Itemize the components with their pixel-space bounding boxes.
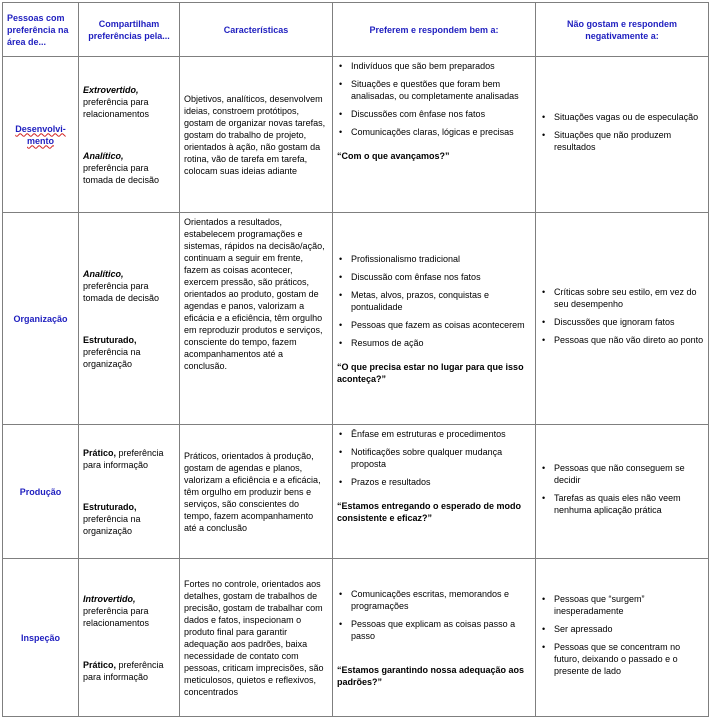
area-cell: [3, 559, 79, 717]
dislike-list: [540, 286, 704, 346]
list-item: • Discussão com ênfase nos fatos: [337, 271, 531, 283]
dislike-cell: [536, 425, 709, 559]
shared-desc: preferência para tomada de decisão: [83, 162, 160, 185]
key-question: “Estamos entregando o esperado de modo consistente e eficaz?”: [337, 501, 522, 523]
table-row: [3, 213, 709, 425]
list-item: • Resumos de ação: [337, 337, 531, 349]
list-item: • Pessoas que fazem as coisas acontecerem: [337, 319, 531, 331]
shared-item: [83, 84, 175, 120]
list-item: • Pessoas que não conseguem se decidir: [540, 462, 704, 486]
shared-item: [83, 268, 175, 304]
shared-name: Estruturado,: [83, 334, 137, 345]
characteristics-cell: Práticos, orientados à produção, gostam de agendas e planos, valorizam a eficiência e a eficácia, têm orgulho em produzir bens e serviços, são conscientes do tempo, fazem acompanhamento até a conclusão: [180, 425, 333, 559]
prefer-cell: [333, 425, 536, 559]
dislike-cell: [536, 213, 709, 425]
shared-item: [83, 501, 175, 537]
shared-desc: preferência para relacionamentos: [83, 605, 150, 628]
list-item: • Prazos e resultados: [337, 476, 531, 488]
shared-desc: preferência para informação: [83, 447, 164, 470]
shared-cell: [79, 57, 180, 213]
header-shared: Compartilham preferências pela...: [79, 3, 180, 57]
area-cell: [3, 425, 79, 559]
area-label: Organização: [13, 313, 68, 324]
shared-desc: preferência na organização: [83, 346, 141, 369]
area-cell: [3, 57, 79, 213]
shared-name: Introvertido,: [83, 593, 136, 604]
dislike-list: [540, 462, 704, 516]
list-item: • Pessoas que “surgem” inesperadamente: [540, 593, 704, 617]
list-item: • Indivíduos que são bem preparados: [337, 60, 531, 72]
area-label: Produção: [19, 486, 62, 497]
list-item: • Comunicações claras, lógicas e precisas: [337, 126, 531, 138]
shared-item: [83, 447, 175, 471]
prefer-cell: [333, 213, 536, 425]
characteristics-cell: Fortes no controle, orientados aos detalhes, gostam de trabalhos de precisão, gostam de trabalhar com dados e fatos, inspecionam o produto final para garantir adequação aos padrões, baixa necessidade de contato com pessoas, criticam imprecisões, são meticulosos, quietos e reflexivos, concentrados: [180, 559, 333, 717]
prefer-list: [337, 60, 531, 138]
key-question: “Com o que avançamos?”: [337, 151, 450, 161]
list-item: • Pessoas que não vão direto ao ponto: [540, 334, 704, 346]
table-row: [3, 559, 709, 717]
shared-name: Extrovertido,: [83, 84, 139, 95]
prefer-list: [337, 588, 531, 642]
shared-item: [83, 659, 175, 683]
header-characteristics: Características: [180, 3, 333, 57]
header-prefer: Preferem e respondem bem a:: [333, 3, 536, 57]
shared-desc: preferência para tomada de decisão: [83, 280, 160, 303]
shared-item: [83, 334, 175, 370]
dislike-cell: [536, 559, 709, 717]
list-item: • Situações vagas ou de especulação: [540, 111, 704, 123]
list-item: • Metas, alvos, prazos, conquistas e pontualidade: [337, 289, 531, 313]
list-item: • Situações que não produzem resultados: [540, 129, 704, 153]
prefer-cell: [333, 57, 536, 213]
list-item: • Situações e questões que foram bem analisadas, ou completamente analisadas: [337, 78, 531, 102]
area-label: Desenvolvi-mento: [15, 123, 66, 146]
shared-item: [83, 593, 175, 629]
dislike-list: [540, 593, 704, 677]
key-question: “O que precisa estar no lugar para que isso aconteça?”: [337, 361, 524, 384]
shared-item: [83, 150, 175, 186]
table-row: [3, 425, 709, 559]
list-item: • Pessoas que se concentram no futuro, deixando o passado e o presente de lado: [540, 641, 704, 677]
shared-desc: preferência para relacionamentos: [83, 96, 150, 119]
header-dislike: Não gostam e respondem negativamente a:: [536, 3, 709, 57]
area-cell: [3, 213, 79, 425]
list-item: • Comunicações escritas, memorandos e programações: [337, 588, 531, 612]
characteristics-cell: Orientados a resultados, estabelecem programações e sistemas, rápidos na decisão/ação, continuam a seguir em frente, fazem as coisas acontecer, exercem pressão, são práticos, orientados ao produto, gostam de agendas e panos, valorizam a eficácia e a eficiência, têm orgulho em reproduzir produtos e serviços, consciente do tempo, fazem acompanhamentos até a conclusão.: [180, 213, 333, 425]
shared-cell: [79, 559, 180, 717]
shared-name: Prático,: [83, 659, 117, 670]
list-item: • Notificações sobre qualquer mudança proposta: [337, 446, 531, 470]
list-item: • Ser apressado: [540, 623, 704, 635]
shared-name: Prático,: [83, 447, 117, 458]
prefer-cell: [333, 559, 536, 717]
shared-name: Analítico,: [83, 150, 124, 161]
dislike-cell: [536, 57, 709, 213]
table-row: [3, 57, 709, 213]
preferences-table: [2, 2, 709, 717]
list-item: • Tarefas as quais eles não veem nenhuma aplicação prática: [540, 492, 704, 516]
shared-name: Estruturado,: [83, 501, 137, 512]
list-item: • Discussões que ignoram fatos: [540, 316, 704, 328]
list-item: • Ênfase em estruturas e procedimentos: [337, 428, 531, 440]
dislike-list: [540, 111, 704, 153]
list-item: • Discussões com ênfase nos fatos: [337, 108, 531, 120]
shared-desc: preferência na organização: [83, 513, 141, 536]
key-question: “Estamos garantindo nossa adequação aos padrões?”: [337, 664, 525, 687]
shared-cell: [79, 213, 180, 425]
header-area: Pessoas com preferência na área de...: [3, 3, 79, 57]
list-item: • Pessoas que explicam as coisas passo a passo: [337, 618, 531, 642]
prefer-list: [337, 428, 531, 488]
list-item: • Profissionalismo tradicional: [337, 253, 531, 265]
area-label: Inspeção: [20, 632, 60, 643]
shared-desc: preferência para informação: [83, 659, 164, 682]
characteristics-cell: Objetivos, analíticos, desenvolvem ideias, constroem protótipos, gostam de organizar novas tarefas, gostam do trabalho de projeto, orientados à ação, não gostam da rotina, vão de tarefa em tarefa, colocam suas ideias adiante: [180, 57, 333, 213]
shared-name: Analítico,: [83, 268, 124, 279]
shared-cell: [79, 425, 180, 559]
list-item: • Críticas sobre seu estilo, em vez do seu desempenho: [540, 286, 704, 310]
header-row: [3, 3, 709, 57]
prefer-list: [337, 253, 531, 349]
